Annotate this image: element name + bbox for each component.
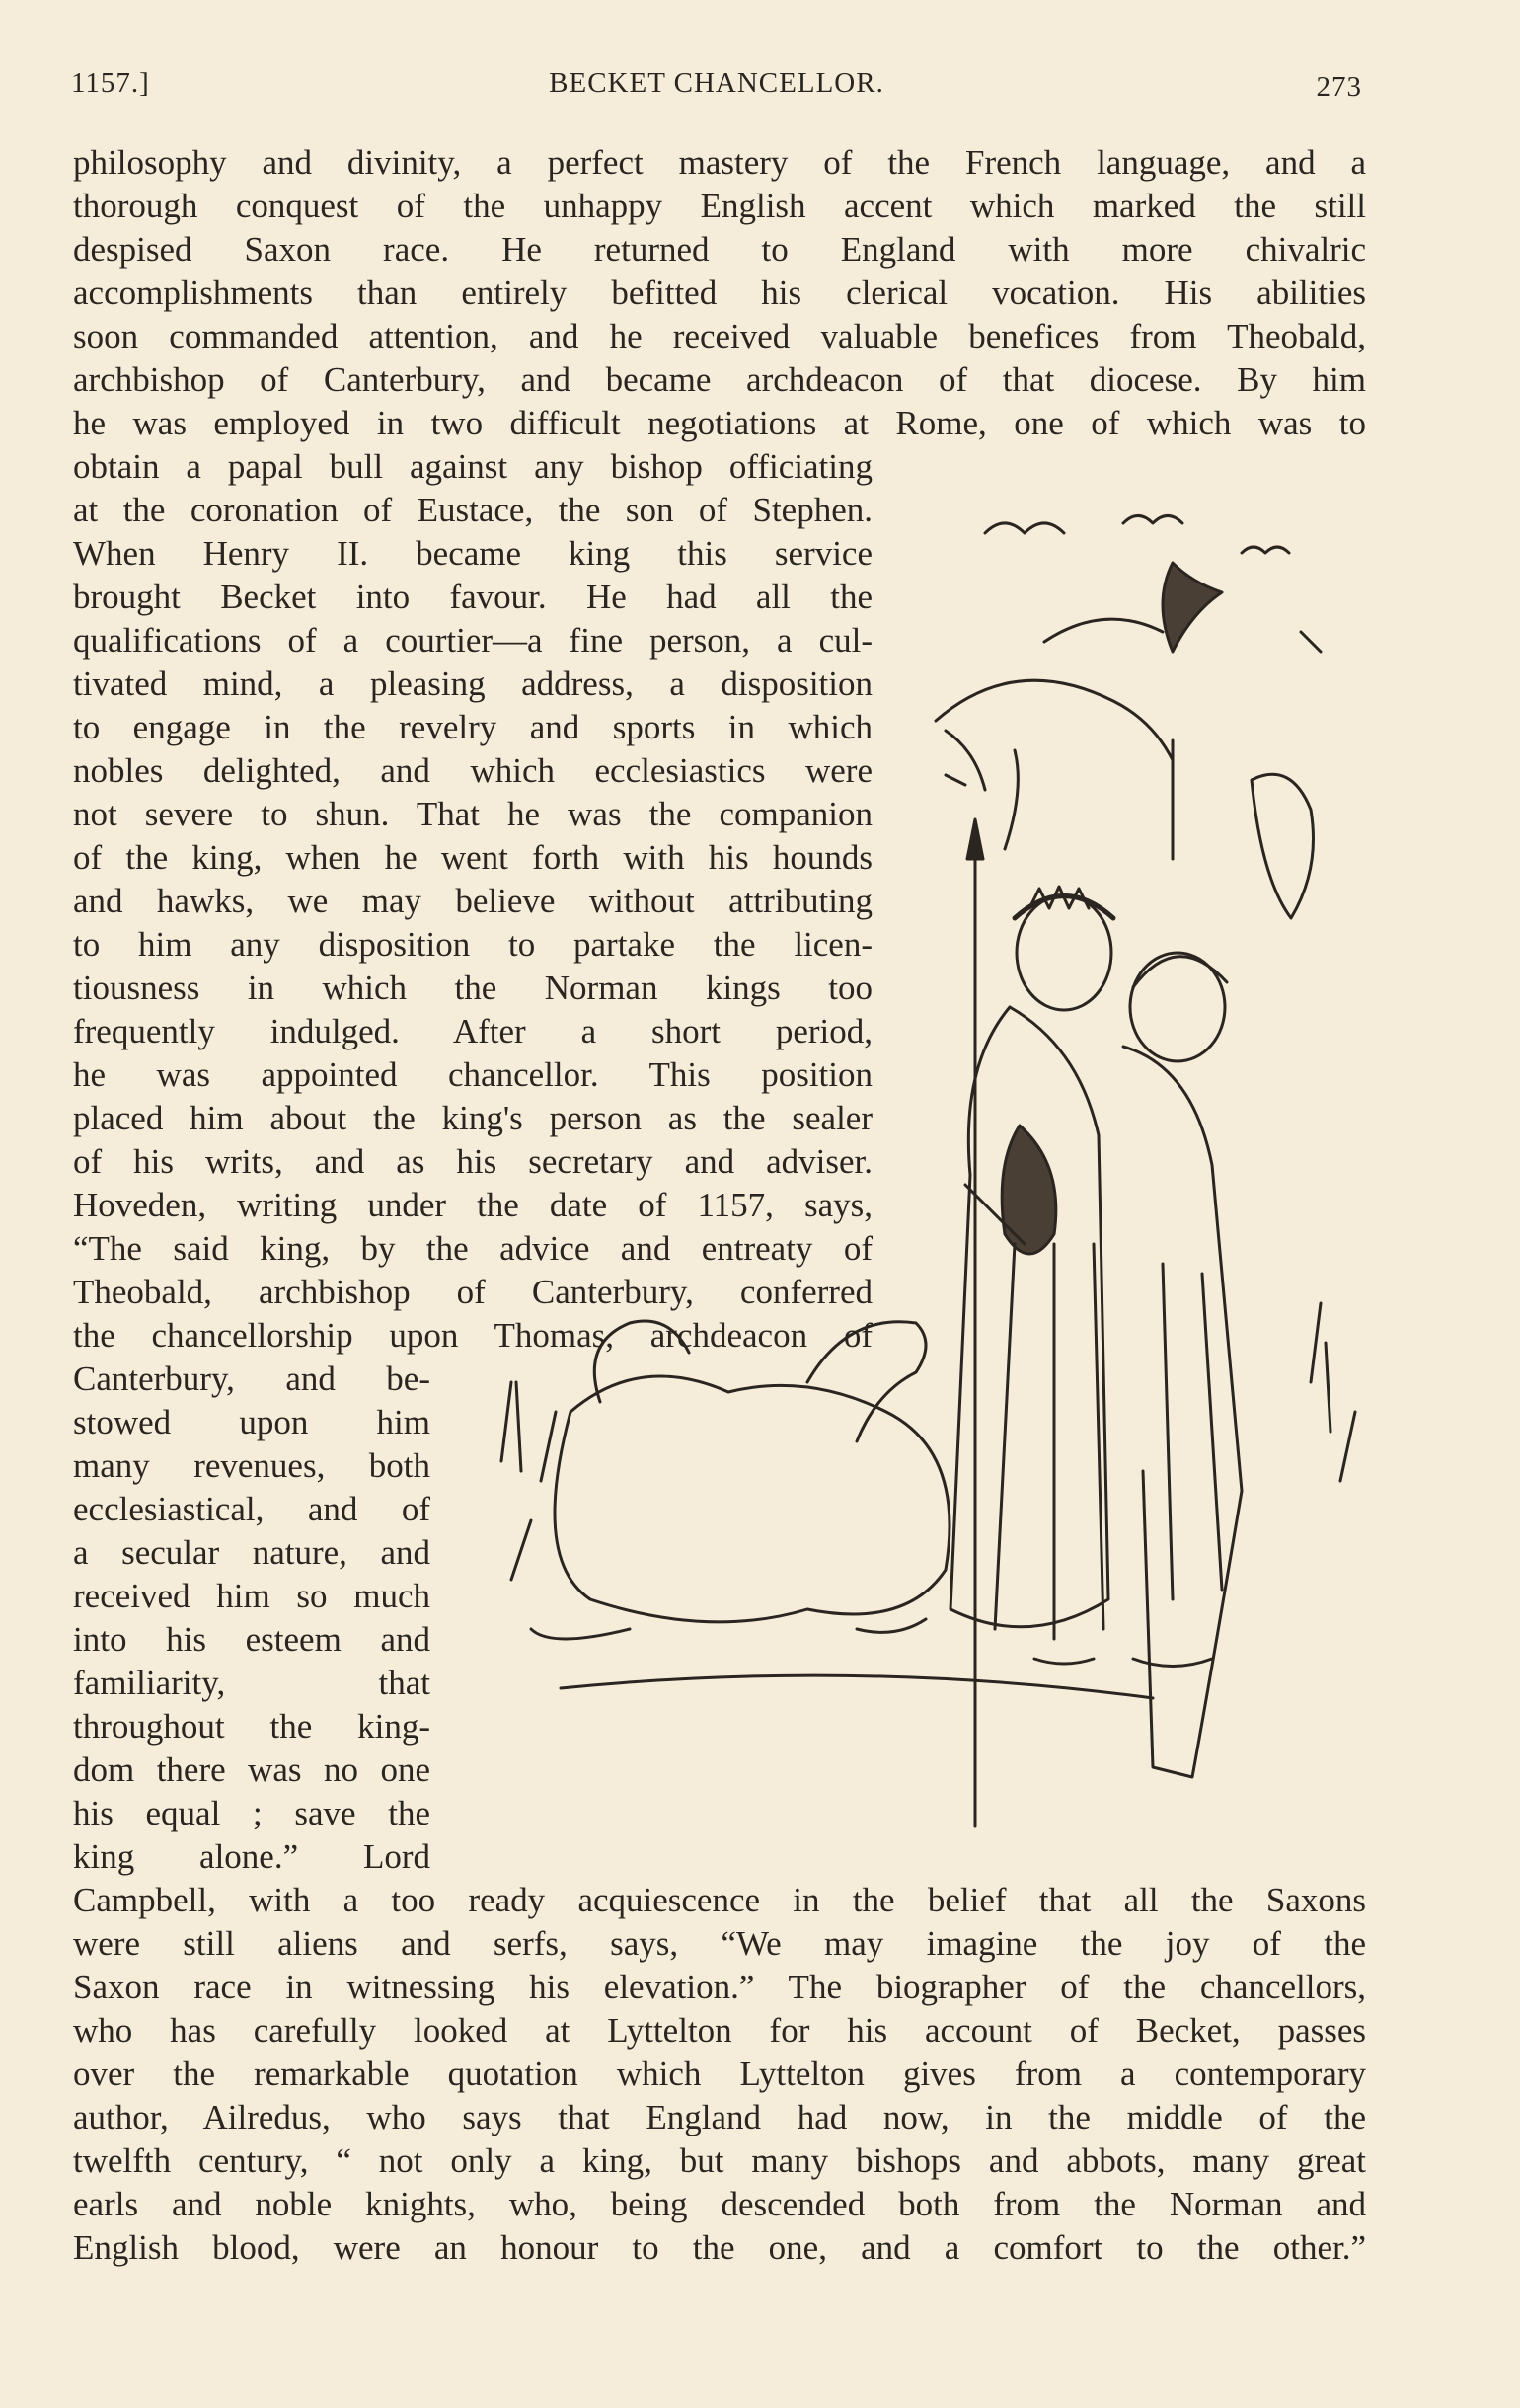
text-line: Canterbury, and be- [73, 1359, 430, 1398]
text-line: philosophy and divinity, a perfect mastery of the French language, and a [73, 143, 1366, 182]
text-line: not severe to shun. That he was the companion [73, 795, 873, 833]
text-line: nobles delighted, and which ecclesiastics were [73, 751, 873, 790]
header-title: BECKET CHANCELLOR. [549, 67, 884, 99]
text-line: throughout the king- [73, 1707, 430, 1746]
text-line: author, Ailredus, who says that England had now, in the middle of the [73, 2098, 1366, 2136]
text-line: frequently indulged. After a short period, [73, 1012, 873, 1050]
text-line: and hawks, we may believe without attributing [73, 882, 873, 920]
text-line: thorough conquest of the unhappy English accent which marked the still [73, 187, 1366, 225]
text-line: placed him about the king's person as the sealer [73, 1099, 873, 1137]
text-line: despised Saxon race. He returned to England with more chivalric [73, 230, 1366, 269]
text-line: When Henry II. became king this service [73, 534, 873, 573]
text-line: he was employed in two difficult negotiations at Rome, one of which was to [73, 404, 1366, 442]
text-line: soon commanded attention, and he received valuable benefices from Theobald, [73, 317, 1366, 355]
text-line: obtain a papal bull against any bishop officiating [73, 447, 873, 486]
text-line: ecclesiastical, and of [73, 1490, 430, 1528]
text-line: English blood, were an honour to the one, and a comfort to the other.” [73, 2228, 1366, 2267]
text-line: dom there was no one [73, 1750, 430, 1789]
text-line: into his esteem and [73, 1620, 430, 1659]
text-line: to him any disposition to partake the licen- [73, 925, 873, 964]
text-line: at the coronation of Eustace, the son of Stephen. [73, 491, 873, 529]
text-line: the chancellorship upon Thomas, archdeacon of [73, 1316, 873, 1355]
text-line: to engage in the revelry and sports in which [73, 708, 873, 746]
text-line: earls and noble knights, who, being descended both from the Norman and [73, 2185, 1366, 2223]
text-line: Hoveden, writing under the date of 1157, says, [73, 1186, 873, 1224]
text-line: Theobald, archbishop of Canterbury, conferred [73, 1273, 873, 1311]
header-date-range: 1157.] [71, 67, 150, 99]
text-line: stowed upon him [73, 1403, 430, 1441]
text-line: brought Becket into favour. He had all the [73, 578, 873, 616]
text-line: tiousness in which the Norman kings too [73, 969, 873, 1007]
text-line: archbishop of Canterbury, and became archdeacon of that diocese. By him [73, 360, 1366, 399]
text-line: qualifications of a courtier—a fine person, a cul- [73, 621, 873, 660]
text-line: “The said king, by the advice and entreaty of [73, 1229, 873, 1268]
text-line: received him so much [73, 1577, 430, 1615]
text-line: accomplishments than entirely befitted his clerical vocation. His abilities [73, 273, 1366, 312]
text-line: king alone.” Lord [73, 1837, 430, 1876]
text-line: tivated mind, a pleasing address, a disposition [73, 664, 873, 703]
text-line: of his writs, and as his secretary and adviser. [73, 1142, 873, 1181]
text-line: his equal ; save the [73, 1794, 430, 1832]
text-line: Campbell, with a too ready acquiescence in the belief that all the Saxons [73, 1881, 1366, 1919]
text-line: familiarity, that [73, 1664, 430, 1702]
page-number: 273 [1316, 71, 1362, 103]
running-header [71, 67, 1362, 107]
engraving-becket-with-falcon-and-hounds-icon [482, 494, 1370, 1846]
text-line: twelfth century, “ not only a king, but many bishops and abbots, many great [73, 2141, 1366, 2180]
text-line: over the remarkable quotation which Lyttelton gives from a contemporary [73, 2055, 1366, 2093]
text-line: of the king, when he went forth with his hounds [73, 838, 873, 877]
text-line: were still aliens and serfs, says, “We may imagine the joy of the [73, 1924, 1366, 1963]
text-line: Saxon race in witnessing his elevation.” The biographer of the chancellors, [73, 1968, 1366, 2006]
text-line: a secular nature, and [73, 1533, 430, 1572]
text-line: who has carefully looked at Lyttelton for his account of Becket, passes [73, 2011, 1366, 2050]
text-line: he was appointed chancellor. This position [73, 1055, 873, 1094]
text-line: many revenues, both [73, 1446, 430, 1485]
